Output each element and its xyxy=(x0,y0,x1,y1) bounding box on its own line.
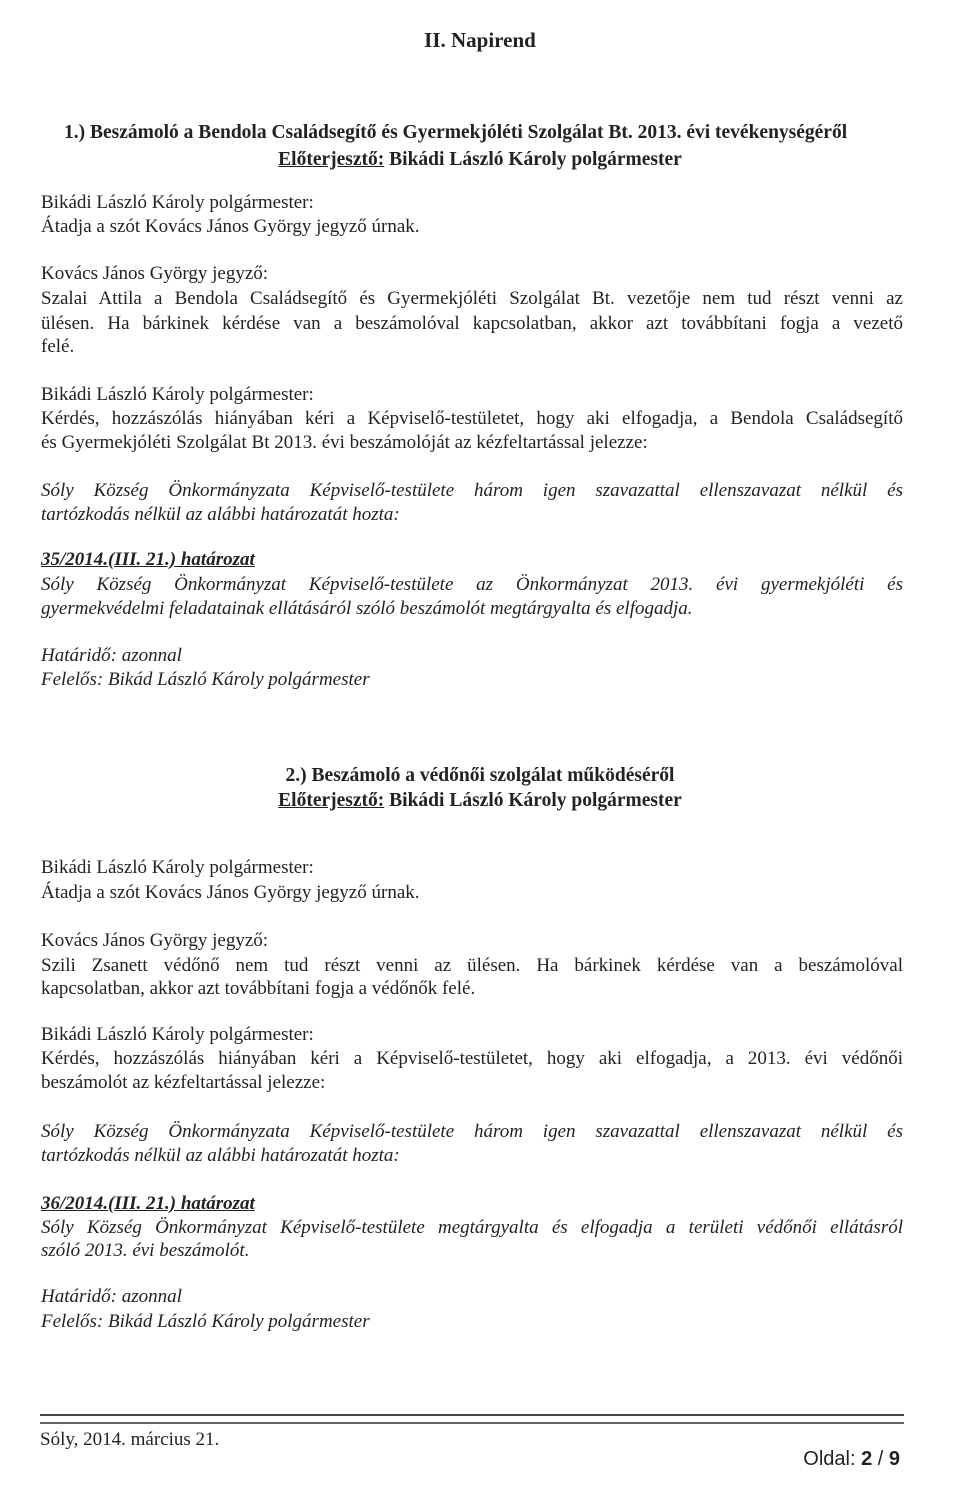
page-total: 9 xyxy=(888,1448,900,1470)
item2-speaker2-line2: kapcsolatban, akkor azt továbbítani fogja a védőnők felé. xyxy=(41,978,476,999)
item2-speaker2-line1: Szili Zsanett védőnő nem tud részt venni az ülésen. Ha bárkinek kérdése van a beszámolóval xyxy=(41,955,903,976)
footer-divider xyxy=(40,1414,904,1424)
item1-speaker1: Bikádi László Károly polgármester: xyxy=(41,192,314,213)
item1-speaker2-line2: ülésen. Ha bárkinek kérdése van a beszámolóval kapcsolatban, akkor azt továbbítani fogja a vezető xyxy=(41,313,903,334)
item1-speaker2-line1: Szalai Attila a Bendola Családsegítő és Gyermekjóléti Szolgálat Bt. vezetője nem tud részt venni az xyxy=(41,288,903,309)
item1-speaker3-line1: Kérdés, hozzászólás hiányában kéri a Képviselő-testületet, hogy aki elfogadja, a Bendola Családsegítő xyxy=(41,408,903,429)
page-current: 2 xyxy=(861,1448,873,1470)
item2-vote-line1: Sóly Község Önkormányzata Képviselő-testülete három igen szavazattal ellenszavazat nélkül és xyxy=(41,1121,903,1142)
item1-vote-line1: Sóly Község Önkormányzata Képviselő-testülete három igen szavazattal ellenszavazat nélkül és xyxy=(41,480,903,501)
item2-resolution-title: 36/2014.(III. 21.) határozat xyxy=(41,1193,255,1214)
item2-speaker3-line1: Kérdés, hozzászólás hiányában kéri a Képviselő-testületet, hogy aki elfogadja, a 2013. évi védőnői xyxy=(41,1048,903,1069)
item2-deadline: Határidő: azonnal xyxy=(41,1286,182,1307)
item2-vote-line2: tartózkodás nélkül az alábbi határozatát hozta: xyxy=(41,1145,400,1166)
item2-speaker1: Bikádi László Károly polgármester: xyxy=(41,857,314,878)
item1-responsible: Felelős: Bikád László Károly polgármester xyxy=(41,669,370,690)
item1-heading: 1.) Beszámoló a Bendola Családsegítő és Gyermekjóléti Szolgálat Bt. 2013. évi tevékenységéről xyxy=(64,122,848,143)
footer-place-date: Sóly, 2014. március 21. xyxy=(40,1429,220,1450)
item1-resolution-title: 35/2014.(III. 21.) határozat xyxy=(41,549,255,570)
item1-resolution-line1: Sóly Község Önkormányzat Képviselő-testülete az Önkormányzat 2013. évi gyermekjóléti és xyxy=(41,574,903,595)
item1-presenter xyxy=(0,148,960,172)
item1-speaker3: Bikádi László Károly polgármester: xyxy=(41,384,314,405)
item2-presenter xyxy=(0,789,960,813)
item2-speaker2: Kovács János György jegyző: xyxy=(41,930,269,951)
item2-speaker3: Bikádi László Károly polgármester: xyxy=(41,1024,314,1045)
page-number xyxy=(650,1447,900,1471)
item1-speaker3-line2: és Gyermekjóléti Szolgálat Bt 2013. évi beszámolóját az kézfeltartással jelezze: xyxy=(41,432,648,453)
item2-resolution-line1: Sóly Község Önkormányzat Képviselő-testülete megtárgyalta és elfogadja a területi védőnői ellátásról xyxy=(41,1217,903,1238)
page-label: Oldal: xyxy=(803,1448,862,1470)
presenter-name: Bikádi László Károly polgármester xyxy=(384,790,682,811)
item2-speaker3-line2: beszámolót az kézfeltartással jelezze: xyxy=(41,1072,326,1093)
presenter-label: Előterjesztő: xyxy=(278,149,385,170)
item1-speaker2: Kovács János György jegyző: xyxy=(41,263,269,284)
presenter-name: Bikádi László Károly polgármester xyxy=(384,149,682,170)
agenda-title: II. Napirend xyxy=(424,28,536,52)
item1-resolution-line2: gyermekvédelmi feladatainak ellátásáról szóló beszámolót megtárgyalta és elfogadja. xyxy=(41,598,693,619)
item1-speaker2-line3: felé. xyxy=(41,336,75,357)
item2-resolution-line2: szóló 2013. évi beszámolót. xyxy=(41,1240,250,1261)
item2-speaker1-text: Átadja a szót Kovács János György jegyző úrnak. xyxy=(41,882,420,903)
presenter-label: Előterjesztő: xyxy=(278,790,385,811)
item1-speaker1-text: Átadja a szót Kovács János György jegyző úrnak. xyxy=(41,216,420,237)
item2-responsible: Felelős: Bikád László Károly polgármester xyxy=(41,1311,370,1332)
item2-heading: 2.) Beszámoló a védőnői szolgálat működéséről xyxy=(285,765,675,786)
item1-vote-line2: tartózkodás nélkül az alábbi határozatát hozta: xyxy=(41,504,400,525)
page-separator: / xyxy=(872,1448,889,1470)
item1-deadline: Határidő: azonnal xyxy=(41,645,182,666)
